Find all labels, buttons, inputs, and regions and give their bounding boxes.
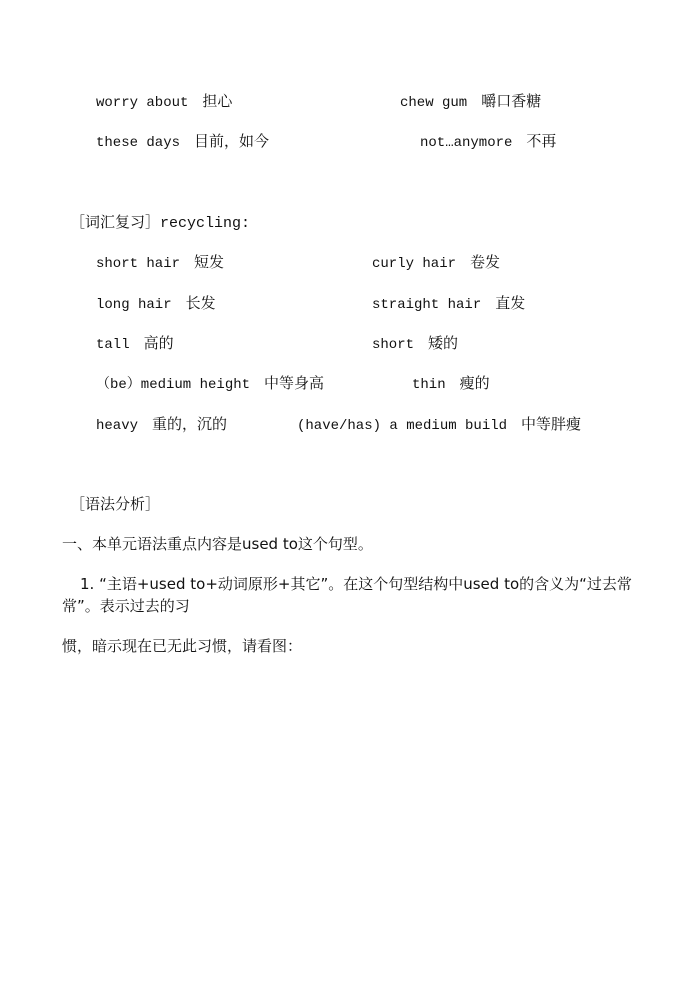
grammar-item-one: 1. “主语+used to+动词原形+其它”。在这个句型结构中used to的含义为“过去常常”。表示过去的习 — [62, 575, 632, 615]
vocab-en: worry about — [96, 95, 189, 111]
review-pair — [96, 292, 216, 313]
review-pair — [372, 251, 500, 272]
grammar-heading: ［语法分析］ — [70, 495, 161, 513]
review-pair — [96, 251, 224, 272]
review-en: (have/has) a medium build — [297, 418, 508, 434]
review-en: （be）medium height — [96, 377, 251, 393]
review-pair — [372, 332, 458, 353]
review-pair — [372, 292, 525, 313]
vocab-zh: 不再 — [526, 132, 557, 150]
review-en: heavy — [96, 418, 139, 434]
review-en: straight hair — [372, 297, 482, 313]
review-zh: 中等身高 — [264, 374, 325, 392]
vocab-zh: 目前，如今 — [194, 132, 270, 150]
review-en: thin — [412, 377, 446, 393]
review-zh: 长发 — [185, 294, 216, 312]
review-pair — [412, 372, 490, 393]
review-en: long hair — [96, 297, 172, 313]
review-pair — [96, 372, 324, 393]
review-zh: 直发 — [495, 294, 526, 312]
review-pair — [96, 332, 174, 353]
review-en: short hair — [96, 256, 181, 272]
review-zh: 高的 — [143, 334, 174, 352]
review-zh: 矮的 — [428, 334, 459, 352]
grammar-item-one-continued: 惯，暗示现在已无此习惯，请看图： — [62, 637, 303, 655]
vocab-pair-worry-about — [96, 90, 232, 111]
review-en: tall — [96, 337, 130, 353]
vocab-zh: 担心 — [202, 92, 233, 110]
review-zh: 重的，沉的 — [152, 415, 228, 433]
vocab-pair-these-days — [96, 130, 269, 151]
review-zh: 卷发 — [470, 253, 501, 271]
vocab-en: not…anymore — [420, 135, 513, 151]
review-en: curly hair — [372, 256, 457, 272]
review-pair — [297, 413, 581, 434]
vocab-en: these days — [96, 135, 181, 151]
vocab-pair-chew-gum — [400, 90, 541, 111]
review-zh: 短发 — [194, 253, 225, 271]
review-pair — [96, 413, 227, 434]
review-en: short — [372, 337, 415, 353]
review-zh: 中等胖瘦 — [521, 415, 582, 433]
vocab-en: chew gum — [400, 95, 468, 111]
grammar-point-one: 一、本单元语法重点内容是used to这个句型。 — [62, 535, 373, 553]
vocab-review-heading: ［词汇复习］recycling: — [70, 215, 251, 232]
review-zh: 瘦的 — [459, 374, 490, 392]
vocab-pair-not-anymore — [420, 130, 556, 151]
vocab-zh: 嚼口香糖 — [481, 92, 542, 110]
